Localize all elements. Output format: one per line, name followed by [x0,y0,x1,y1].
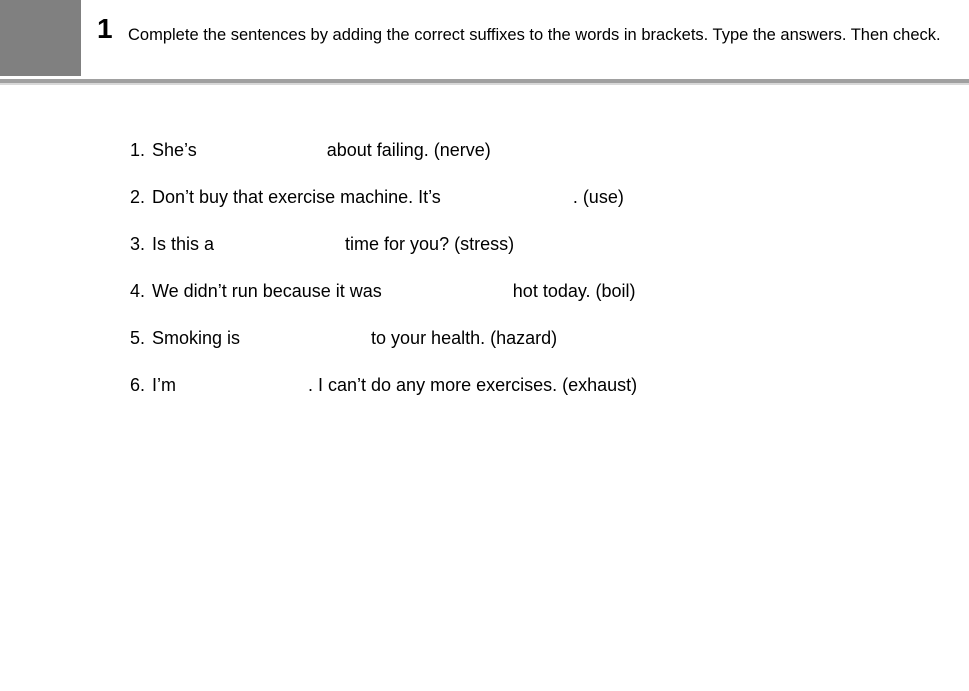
question-text-after: hot today. (boil) [512,281,636,301]
question-text-before: Smoking is [152,328,241,348]
question-text-before: We didn’t run because it was [152,281,382,301]
question-text-after: . I can’t do any more exercises. (exhaust) [308,375,638,395]
question-text-before: She’s [152,140,197,160]
question-text-after: . (use) [572,187,624,207]
question-text-after: to your health. (hazard) [371,328,558,348]
question-text-after: time for you? (stress) [345,234,515,254]
exercise-number: 1 [97,13,113,44]
answer-input-6[interactable] [176,372,308,396]
exercise-header [0,0,969,84]
question-number: 6. [130,375,146,395]
answer-input-2[interactable] [441,184,573,208]
question-1 [130,137,637,184]
question-text-after: about failing. (nerve) [326,140,491,160]
question-text-before: I’m [152,375,176,395]
exercise-instruction: Complete the sentences by adding the correct suffixes to the words in brackets. Type the answers. Then check. [128,26,941,44]
question-list [130,137,637,419]
question-4 [130,278,637,325]
answer-input-3[interactable] [214,231,345,255]
question-number: 4. [130,281,146,301]
answer-input-4[interactable] [382,278,513,302]
answer-input-5[interactable] [240,325,371,349]
question-text-before: Don’t buy that exercise machine. It’s [152,187,441,207]
question-text-before: Is this a [152,234,215,254]
question-number: 1. [130,140,146,160]
question-number: 2. [130,187,146,207]
question-3 [130,231,637,278]
question-number: 3. [130,234,146,254]
question-5 [130,325,637,372]
header-color-block [0,0,81,76]
header-divider-shadow [0,83,969,85]
question-6 [130,372,637,419]
question-number: 5. [130,328,146,348]
question-2 [130,184,637,231]
answer-input-1[interactable] [197,137,327,161]
